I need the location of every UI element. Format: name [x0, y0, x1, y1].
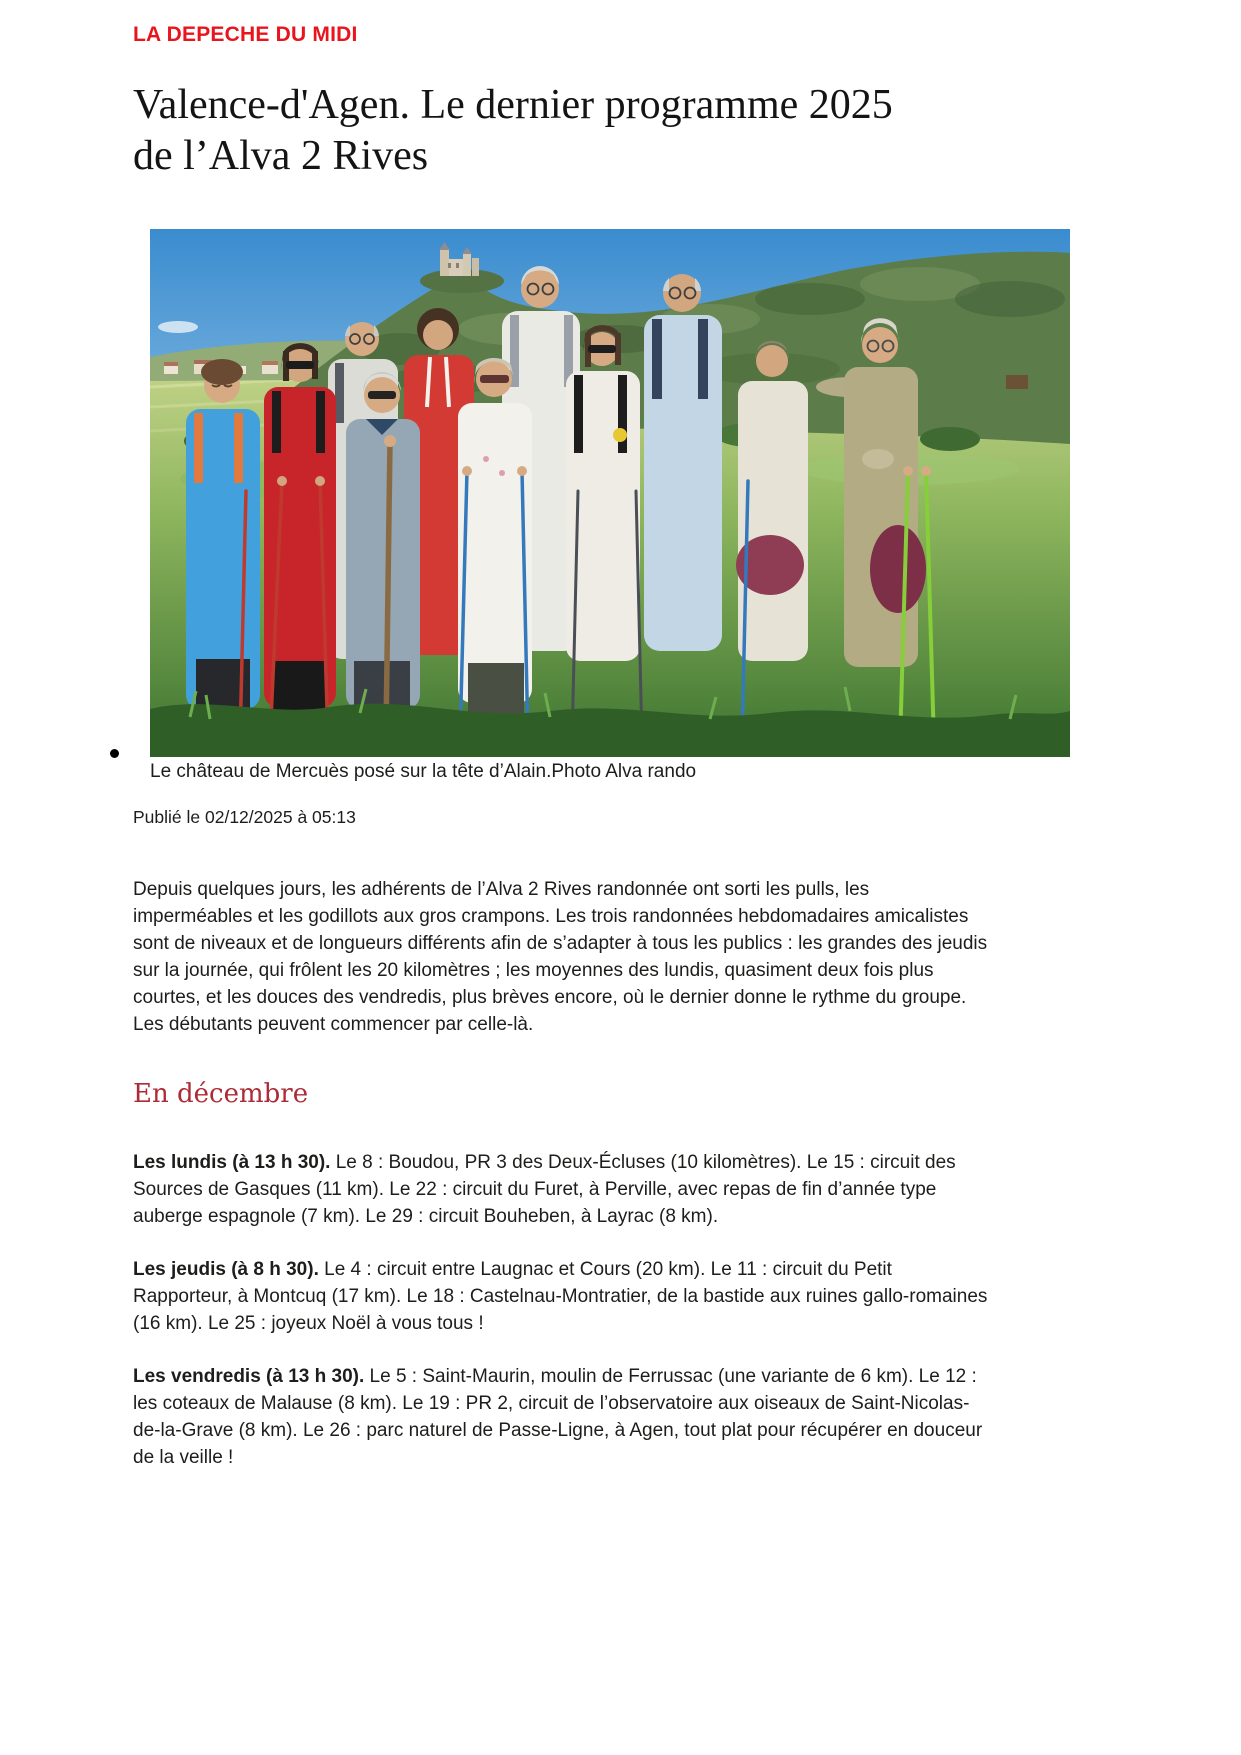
site-masthead: LA DEPECHE DU MIDI	[133, 23, 358, 46]
list-bullet-icon	[110, 749, 119, 758]
schedule-paragraph-lundis	[133, 1149, 989, 1230]
publish-date: Publié le 02/12/2025 à 05:13	[133, 807, 356, 827]
page-title	[133, 80, 1085, 182]
intro-paragraph: Depuis quelques jours, les adhérents de l’Alva 2 Rives randonnée ont sorti les pulls, les imperméables et les godillots aux gros crampons. Les trois randonnées hebdomadaires amicalistes sont de niveaux et de longueurs différents afin de s’adapter à tous les publics : les grandes des jeudis sur la journée, qui frôlent les 20 kilomètres ; les moyennes des lundis, quasiment deux fois plus courtes, et les douces des vendredis, plus brèves encore, où le dernier donne le rythme du groupe. Les débutants peuvent commencer par celle-là.	[133, 879, 988, 1035]
hiker-figure	[458, 358, 532, 753]
schedule-lead: Les lundis (à 13 h 30).	[133, 1152, 331, 1173]
schedule-lead: Les vendredis (à 13 h 30).	[133, 1366, 365, 1387]
schedule-body: Le 4 : circuit entre Laugnac et Cours (20 km). Le 11 : circuit du Petit Rapporteur, à Montcuq (17 km). Le 18 : Castelnau-Montratier, de la bastide aux ruines gallo-romaines (16 km). Le 25 : joyeux Noël à vous tous !	[133, 1259, 988, 1334]
hiker-figure	[644, 274, 722, 651]
article	[133, 0, 1085, 1471]
hiker-figure	[186, 359, 260, 749]
hikers-group-photo	[150, 229, 1070, 757]
schedule-lead: Les jeudis (à 8 h 30).	[133, 1259, 319, 1280]
schedule-paragraph-jeudis	[133, 1256, 989, 1337]
schedule-body: Le 8 : Boudou, PR 3 des Deux-Écluses (10 kilomètres). Le 15 : circuit des Sources de Gasques (11 km). Le 22 : circuit du Furet, à Perville, avec repas de fin d’année type auberge espagnole (7 km). Le 29 : circuit Bouheben, à Layrac (8 km).	[133, 1152, 956, 1227]
article-figure	[150, 229, 1085, 784]
schedule-paragraph-vendredis	[133, 1363, 989, 1471]
section-heading: En décembre	[133, 1079, 309, 1109]
hiker-figure	[346, 372, 420, 751]
schedule-body: Le 5 : Saint-Maurin, moulin de Ferrussac (une variante de 6 km). Le 12 : les coteaux de Malause (8 km). Le 19 : PR 2, circuit de l’observatoire aux oiseaux de Saint-Nicolas-de-la-Grave (8 km). Le 26 : parc naturel de Passe-Ligne, à Agen, tout plat pour récupérer en douceur de la veille !	[133, 1366, 983, 1468]
article-body	[133, 807, 989, 1471]
photo-caption: Le château de Mercuès posé sur la tête d’Alain.Photo Alva rando	[150, 761, 697, 782]
headline-line-1: Valence-d'Agen. Le dernier programme 2025	[133, 82, 893, 128]
headline-line-2: de l’Alva 2 Rives	[133, 133, 429, 179]
